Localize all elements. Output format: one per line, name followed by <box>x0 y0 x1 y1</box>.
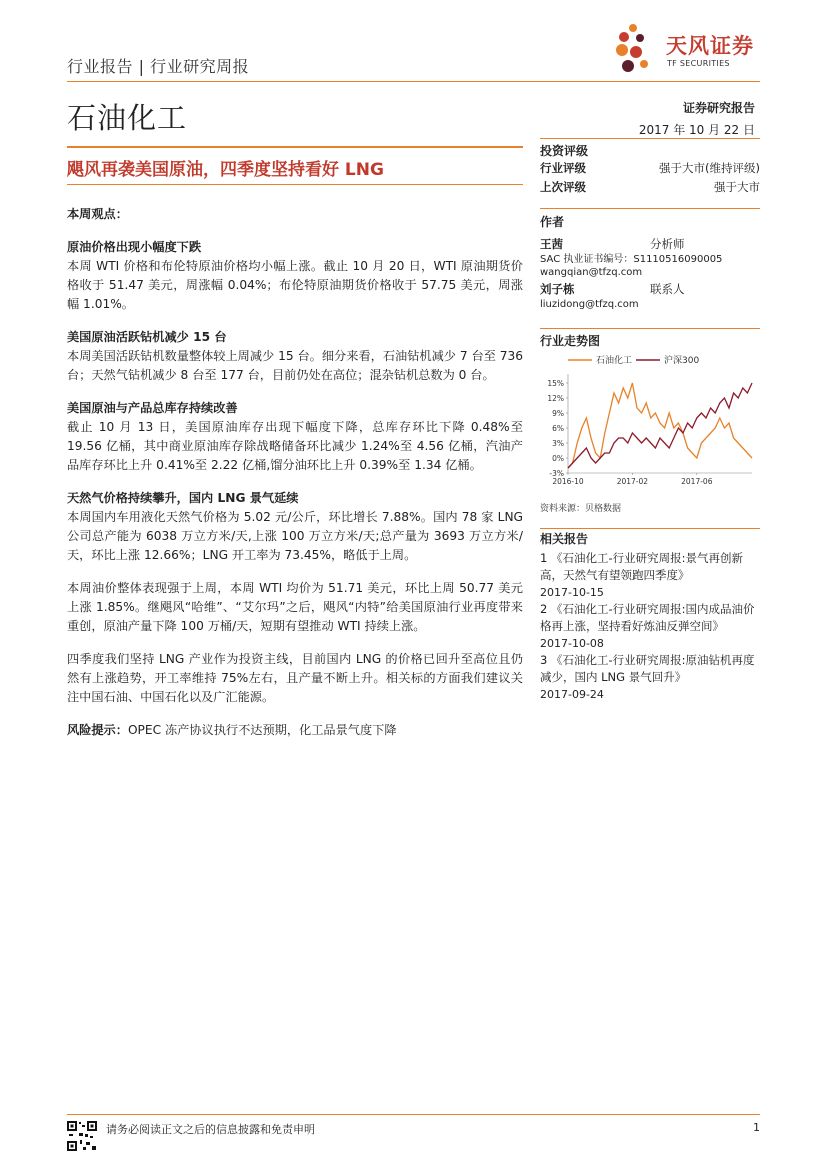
chart-source: 资料来源：贝格数据 <box>540 504 622 514</box>
authors-section <box>540 213 760 311</box>
series-line <box>568 383 752 468</box>
x-tick-label: 2017-02 <box>616 477 649 486</box>
industry-rating-label: 行业评级 <box>540 161 586 175</box>
author-role: 分析师 <box>650 237 685 251</box>
author-cert: SAC 执业证书编号：S1110516090005 <box>540 254 723 265</box>
related-report[interactable]: 3 《石油化工-行业研究周报:原油钻机再度减少，国内 LNG 景气回升》 <box>540 653 755 684</box>
header-divider <box>67 81 760 82</box>
sidebar-divider <box>540 138 760 139</box>
legend-label: 石油化工 <box>596 356 633 366</box>
author-email[interactable]: liuzidong@tfzq.com <box>540 299 639 310</box>
x-tick-label: 2017-06 <box>681 477 713 486</box>
industry-rating-value: 强于大市(维持评级) <box>659 161 760 175</box>
footer-divider <box>67 1114 760 1115</box>
industry-title: 石油化工 <box>67 101 188 135</box>
page-number: 1 <box>753 1121 760 1134</box>
report-type: 证券研究报告 <box>682 101 755 115</box>
sidebar-divider <box>540 528 760 529</box>
y-tick-label: 3% <box>552 439 564 448</box>
author-email[interactable]: wangqian@tfzq.com <box>540 267 643 278</box>
risk-text: OPEC 冻产协议执行不达预期，化工品景气度下降 <box>127 723 397 737</box>
prev-rating-value: 强于大市 <box>714 180 760 194</box>
block-body: 截止 10 月 13 日，美国原油库存出现下幅度下降，总库存环比下降 0.48%至 19.56 亿桶，其中商业原油库存除战略储备环比减少 1.24%至 4.56 亿桶，汽油产品库存环比上升 0.41%至 2.22 亿桶,馏分油环比上升 0.39%至 1.34 亿桶。 <box>67 420 523 472</box>
industry-rating-row <box>540 159 760 178</box>
sidebar-divider <box>540 208 760 209</box>
paragraph: 本周油价整体表现强于上周，本周 WTI 均价为 51.71 美元，环比上周 50.77 美元上涨 1.85%。继飓风“哈维”、“艾尔玛”之后，飓风“内特”给美国原油行业再度带来重创，原油产量下降 100 万桶/天，短期有望推动 WTI 持续上涨。 <box>67 581 523 633</box>
prev-rating-row <box>540 178 760 197</box>
chart-section <box>540 332 760 349</box>
block-body: 本周国内车用液化天然气价格为 5.02 元/公斤，环比增长 7.88%。国内 78 家 LNG 公司总产能为 6038 万立方米/天,上涨 100 万立方米/天;总产量为 3693 万立方米/天，环比上涨 12.66%；LNG 开工率为 73.45%，略低于上周。 <box>67 510 523 562</box>
authors-title: 作者 <box>540 215 565 229</box>
related-report-date: 2017-10-15 <box>540 586 604 599</box>
related-report[interactable]: 1 《石油化工-行业研究周报:景气再创新高，天然气有望领跑四季度》 <box>540 551 743 582</box>
qr-code-icon <box>66 1120 98 1152</box>
y-tick-label: -3% <box>549 469 564 478</box>
prev-rating-label: 上次评级 <box>540 180 586 194</box>
block-heading: 美国原油活跃钻机减少 15 台 <box>67 330 227 344</box>
rating-section <box>540 142 760 197</box>
author-name: 王茜 <box>540 237 563 251</box>
author-role: 联系人 <box>650 282 685 296</box>
paragraph: 四季度我们坚持 LNG 产业作为投资主线，目前国内 LNG 的价格已回升至高位且仍然有上涨趋势，开工率维持 75%左右，且产量不断上升。相关标的方面我们建议关注中国石油、中国石化以及广汇能源。 <box>67 652 523 704</box>
y-tick-label: 15% <box>547 379 564 388</box>
logo-name: 天风证券 <box>666 34 754 58</box>
y-tick-label: 9% <box>552 409 564 418</box>
related-report[interactable]: 2 《石油化工-行业研究周报:国内成品油价格再上涨，坚持看好炼油反弹空间》 <box>540 602 755 633</box>
risk-label: 风险提示： <box>67 723 128 737</box>
main-content <box>67 205 523 740</box>
author-name: 刘子栋 <box>540 282 575 296</box>
section-label: 本周观点： <box>67 207 128 221</box>
report-date: 2017 年 10 月 22 日 <box>638 123 755 137</box>
industry-trend-chart <box>540 348 760 488</box>
block-body: 本周 WTI 价格和布伦特原油价格均小幅上涨。截止 10 月 20 日，WTI 原油期货价格收于 51.47 美元，周涨幅 0.04%；布伦特原油期货价格收于 57.75 美元，周涨幅 1.01%。 <box>67 259 523 311</box>
y-tick-label: 6% <box>552 424 564 433</box>
sidebar-divider <box>540 328 760 329</box>
related-report-date: 2017-09-24 <box>540 688 604 701</box>
related-report-date: 2017-10-08 <box>540 637 604 650</box>
series-line <box>568 383 752 468</box>
report-category: 行业报告 | 行业研究周报 <box>67 57 250 76</box>
y-tick-label: 12% <box>547 394 564 403</box>
legend-label: 沪深300 <box>664 356 700 366</box>
related-title: 相关报告 <box>540 532 589 546</box>
related-section <box>540 531 760 703</box>
x-tick-label: 2016-10 <box>552 477 584 486</box>
block-body: 本周美国活跃钻机数量整体较上周减少 15 台。细分来看，石油钻机减少 7 台至 736 台；天然气钻机减少 8 台至 177 台，目前仍处在高位；混杂钻机总数为 0 台。 <box>67 349 523 382</box>
block-heading: 原油价格出现小幅度下跌 <box>67 240 202 254</box>
risk-note <box>67 721 523 740</box>
report-title: 飓风再袭美国原油，四季度坚持看好 LNG <box>67 160 384 180</box>
title-divider-top <box>67 146 523 148</box>
logo-english: TF SECURITIES <box>667 59 730 68</box>
block-heading: 天然气价格持续攀升，国内 LNG 景气延续 <box>67 491 299 505</box>
disclaimer-notice: 请务必阅读正文之后的信息披露和免责申明 <box>106 1123 315 1136</box>
title-divider-bottom <box>67 184 523 185</box>
y-tick-label: 0% <box>552 454 564 463</box>
chart-title: 行业走势图 <box>540 334 601 348</box>
rating-title: 投资评级 <box>540 144 589 158</box>
block-heading: 美国原油与产品总库存持续改善 <box>67 401 238 415</box>
